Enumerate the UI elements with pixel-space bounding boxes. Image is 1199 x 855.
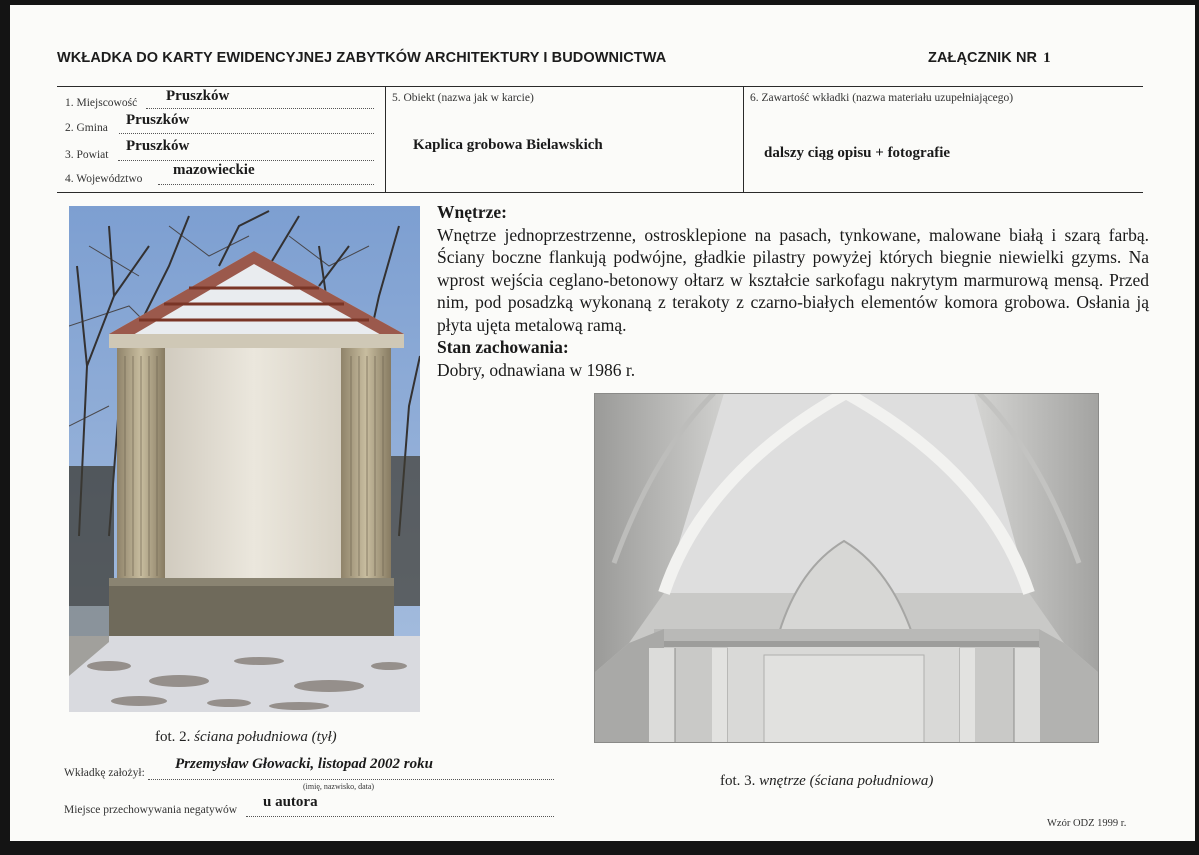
field-value-gmina: Pruszków: [126, 112, 190, 128]
contents-label: 6. Zawartość wkładki (nazwa materiału uzupełniającego): [750, 92, 1014, 104]
photo-interior-south-wall: [594, 393, 1099, 743]
storage-dots: [246, 816, 554, 817]
author-label: Wkładkę założył:: [64, 767, 145, 779]
caption-photo-3: [720, 773, 933, 790]
caption-photo-3-text: wnętrze (ściana południowa): [759, 773, 934, 789]
annex-label: [928, 50, 1051, 67]
storage-value: u autora: [263, 794, 318, 810]
document-title: WKŁADKA DO KARTY EWIDENCYJNEJ ZABYTKÓW ARCHITEKTURY I BUDOWNICTWA: [57, 50, 667, 66]
storage-label: Miejsce przechowywania negatywów: [64, 804, 238, 816]
condition-text: Dobry, odnawiana w 1986 r.: [437, 359, 636, 380]
field-label-wojewodztwo: 4. Województwo: [65, 173, 143, 185]
object-value: Kaplica grobowa Bielawskich: [413, 137, 603, 153]
field-dots-2: [119, 133, 374, 134]
photo-exterior-south-wall: [69, 206, 420, 712]
interior-heading: Wnętrze:: [437, 202, 507, 222]
field-dots-3: [118, 160, 374, 161]
annex-number: 1: [1043, 50, 1051, 66]
field-value-powiat: Pruszków: [126, 138, 190, 154]
caption-photo-3-prefix: fot. 3.: [720, 773, 756, 789]
author-value: Przemysław Głowacki, listopad 2002 roku: [175, 756, 433, 772]
field-value-wojewodztwo: mazowieckie: [173, 162, 255, 178]
template-version: Wzór ODZ 1999 r.: [1047, 818, 1127, 829]
field-label-powiat: 3. Powiat: [65, 149, 109, 161]
field-value-miejscowosc: Pruszków: [166, 88, 230, 104]
description-block: [437, 201, 1149, 381]
author-hint: (imię, nazwisko, data): [303, 782, 375, 791]
caption-photo-2-prefix: fot. 2.: [155, 729, 191, 745]
field-dots-1: [146, 108, 374, 109]
field-label-gmina: 2. Gmina: [65, 122, 108, 134]
contents-value: dalszy ciąg opisu + fotografie: [764, 145, 951, 161]
object-label: 5. Obiekt (nazwa jak w karcie): [392, 92, 534, 104]
interior-text: Wnętrze jednoprzestrzenne, ostrosklepione na pasach, tynkowane, malowane białą i szarą farbą. Ściany boczne flankują podwójne, gładkie pilastry powyżej których biegnie niewielki gzyms. Na wprost wejścia ceglano-betonowy ołtarz w kształcie sarkofagu nakrytym marmurową mensą. Przed nim, pod posadzką wykonaną z terakoty z czarno-białych elementów komora grobowa. Osłania ją płyta ujęta metalową ramą.: [437, 224, 1149, 335]
annex-label-text: ZAŁĄCZNIK NR: [928, 50, 1038, 66]
table-bottom-rule: [57, 192, 1143, 193]
caption-photo-2: [155, 729, 337, 746]
table-divider-1: [385, 86, 386, 193]
author-dots: [148, 779, 554, 780]
condition-heading: Stan zachowania:: [437, 337, 569, 357]
table-top-rule: [57, 86, 1143, 87]
caption-photo-2-text: ściana południowa (tył): [194, 729, 337, 745]
field-dots-4: [158, 184, 374, 185]
table-divider-2: [743, 86, 744, 193]
field-label-miejscowosc: 1. Miejscowość: [65, 97, 138, 109]
